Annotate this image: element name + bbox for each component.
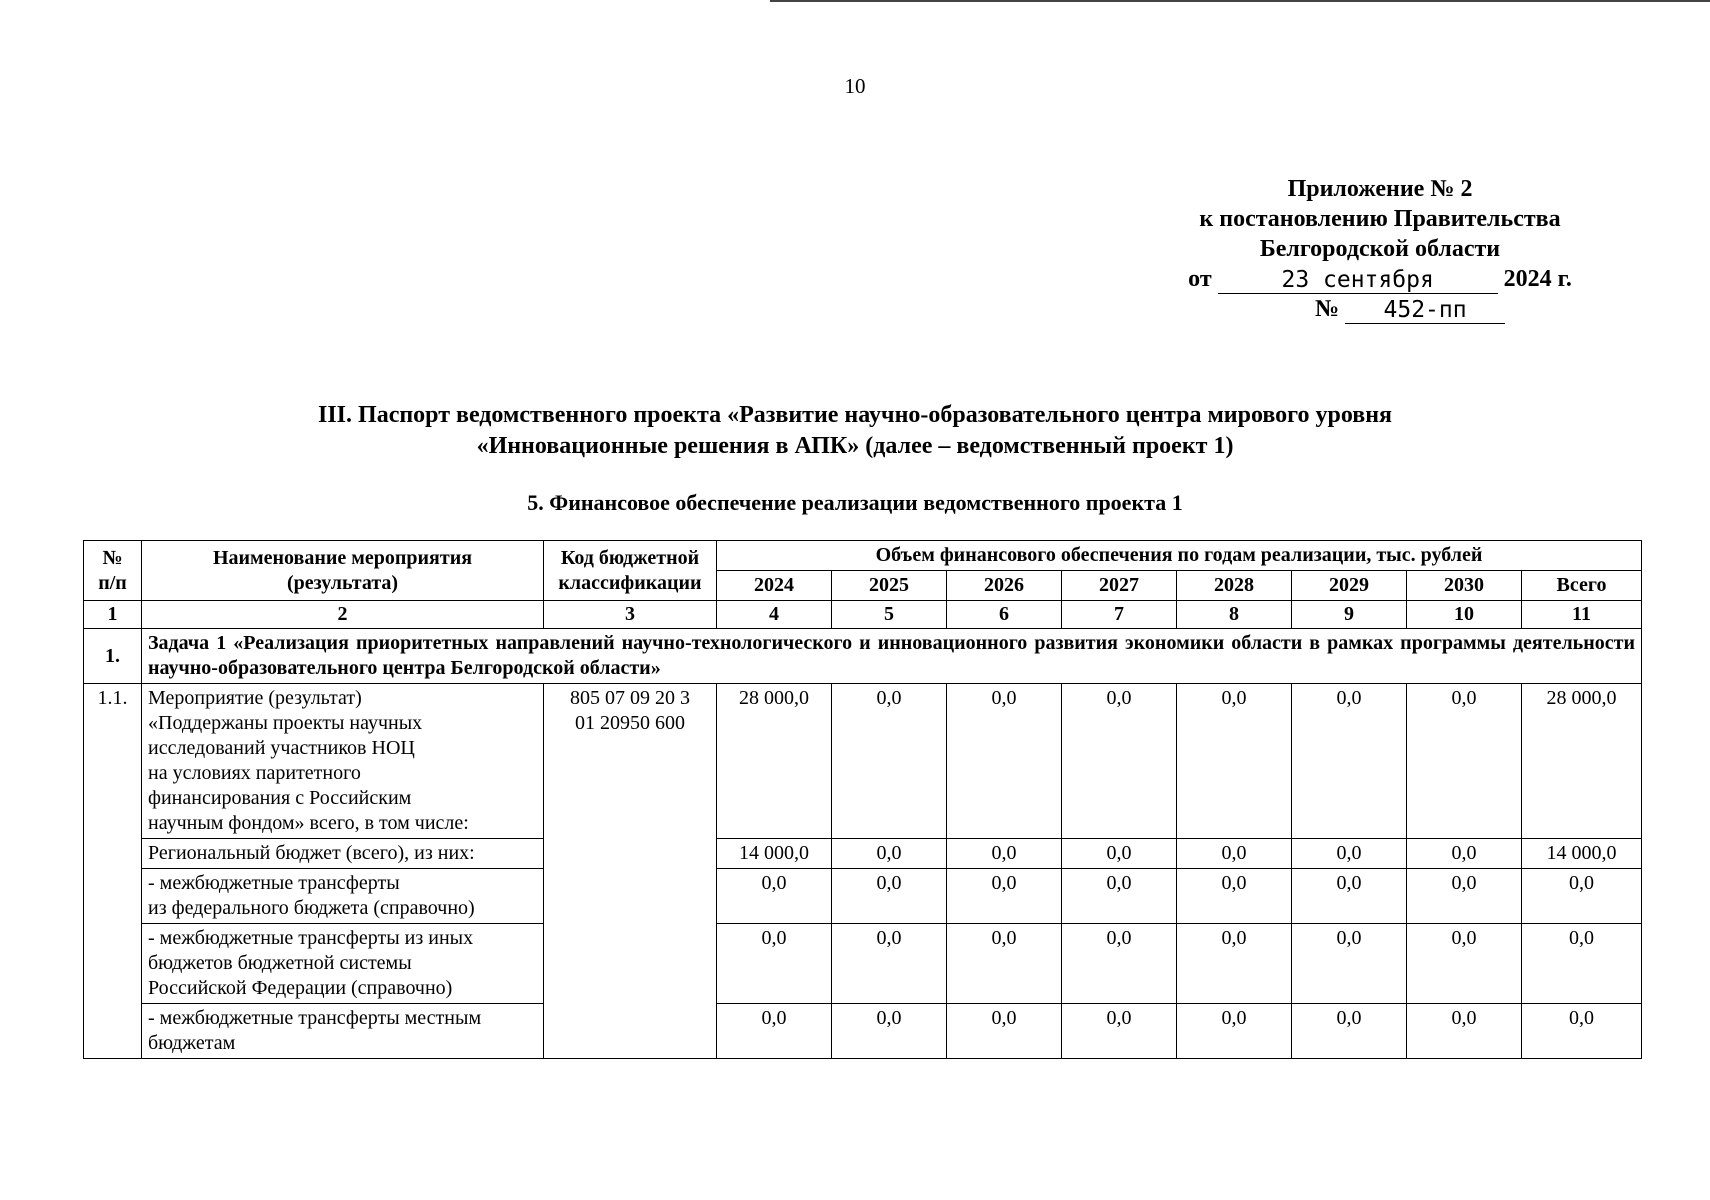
column-index: 11	[1522, 601, 1642, 629]
value-cell: 0,0	[947, 869, 1062, 924]
value-cell: 0,0	[1177, 869, 1292, 924]
value-cell: 0,0	[1407, 869, 1522, 924]
value-cell: 0,0	[1062, 1004, 1177, 1059]
page-number: 10	[844, 74, 866, 98]
column-index: 3	[544, 601, 717, 629]
value-cell: 14 000,0	[717, 839, 832, 869]
value-cell: 0,0	[1062, 839, 1177, 869]
title-line-1: III. Паспорт ведомственного проекта «Развитие научно-образовательного центра мирового уровня	[318, 402, 1392, 428]
column-index-row	[84, 601, 1642, 629]
value-cell: 0,0	[1292, 839, 1407, 869]
value-cell: 0,0	[1522, 924, 1642, 1004]
title-line-2: «Инновационные решения в АПК» (далее – ведомственный проект 1)	[476, 433, 1234, 459]
row-name: - межбюджетные трансферты из федерального бюджета (справочно)	[142, 869, 544, 924]
row-name: - межбюджетные трансферты из иных бюджетов бюджетной системы Российской Федерации (справочно)	[142, 924, 544, 1004]
value-cell: 0,0	[1292, 924, 1407, 1004]
column-index: 4	[717, 601, 832, 629]
value-cell: 0,0	[1062, 684, 1177, 839]
value-cell: 0,0	[832, 1004, 947, 1059]
header-year: 2025	[832, 571, 947, 601]
row-name: Региональный бюджет (всего), из них:	[142, 839, 544, 869]
table-row	[84, 924, 1642, 1004]
value-cell: 0,0	[1292, 1004, 1407, 1059]
value-cell: 0,0	[1062, 924, 1177, 1004]
header-name: Наименование мероприятия (результата)	[142, 541, 544, 601]
top-edge-line	[770, 0, 1710, 2]
task-row	[84, 629, 1642, 684]
number-value: 452-пп	[1345, 297, 1505, 324]
value-cell: 0,0	[1522, 869, 1642, 924]
header-volume: Объем финансового обеспечения по годам реализации, тыс. рублей	[717, 541, 1642, 571]
value-cell: 0,0	[1177, 1004, 1292, 1059]
column-index: 9	[1292, 601, 1407, 629]
column-index: 2	[142, 601, 544, 629]
annex-line3: Белгородской области	[1259, 236, 1501, 262]
section-title	[0, 400, 1710, 462]
header-year: 2026	[947, 571, 1062, 601]
financing-table	[83, 540, 1642, 1059]
task-text: Задача 1 «Реализация приоритетных направлений научно-технологического и инновационного развития экономики области в рамках программы деятельности научно-образовательного центра Белгородской области»	[142, 629, 1642, 684]
column-index: 6	[947, 601, 1062, 629]
annex-block	[1170, 174, 1590, 324]
number-prefix: №	[1314, 296, 1340, 322]
date-suffix: 2024 г.	[1503, 266, 1572, 292]
value-cell: 0,0	[1292, 684, 1407, 839]
date-value: 23 сентября	[1218, 267, 1498, 294]
column-index: 10	[1407, 601, 1522, 629]
table-row	[84, 869, 1642, 924]
value-cell: 0,0	[832, 869, 947, 924]
item-no: 1.1.	[84, 684, 142, 1059]
column-index: 8	[1177, 601, 1292, 629]
value-cell: 0,0	[947, 684, 1062, 839]
table-row	[84, 1004, 1642, 1059]
budget-code: 805 07 09 20 3 01 20950 600	[544, 684, 717, 1059]
row-name: Мероприятие (результат) «Поддержаны проекты научных исследований участников НОЦ на условиях паритетного финансирования с Российским научным фондом» всего, в том числе:	[142, 684, 544, 839]
annex-date-row	[1170, 264, 1590, 294]
value-cell: 0,0	[717, 869, 832, 924]
header-year: 2024	[717, 571, 832, 601]
task-no: 1.	[84, 629, 142, 684]
column-index: 5	[832, 601, 947, 629]
value-cell: 0,0	[1407, 1004, 1522, 1059]
header-year: 2027	[1062, 571, 1177, 601]
value-cell: 0,0	[1407, 684, 1522, 839]
header-no: № п/п	[84, 541, 142, 601]
subsection-title: 5. Финансовое обеспечение реализации ведомственного проекта 1	[527, 490, 1183, 515]
header-year: 2028	[1177, 571, 1292, 601]
value-cell: 0,0	[1522, 1004, 1642, 1059]
value-cell: 0,0	[1177, 684, 1292, 839]
header-year: 2029	[1292, 571, 1407, 601]
value-cell: 0,0	[1177, 839, 1292, 869]
header-code: Код бюджетной классификации	[544, 541, 717, 601]
value-cell: 0,0	[717, 1004, 832, 1059]
annex-line2: к постановлению Правительства	[1199, 206, 1561, 232]
value-cell: 0,0	[1062, 869, 1177, 924]
table-row	[84, 839, 1642, 869]
column-index: 1	[84, 601, 142, 629]
value-cell: 28 000,0	[1522, 684, 1642, 839]
header-year: 2030	[1407, 571, 1522, 601]
annex-title: Приложение № 2	[1287, 176, 1473, 202]
row-name: - межбюджетные трансферты местным бюджетам	[142, 1004, 544, 1059]
value-cell: 14 000,0	[1522, 839, 1642, 869]
table-row	[84, 684, 1642, 839]
header-year: Всего	[1522, 571, 1642, 601]
value-cell: 0,0	[947, 924, 1062, 1004]
value-cell: 0,0	[1407, 839, 1522, 869]
value-cell: 0,0	[1177, 924, 1292, 1004]
value-cell: 0,0	[717, 924, 832, 1004]
value-cell: 0,0	[832, 684, 947, 839]
header-row-1	[84, 541, 1642, 571]
value-cell: 0,0	[832, 839, 947, 869]
column-index: 7	[1062, 601, 1177, 629]
value-cell: 0,0	[832, 924, 947, 1004]
value-cell: 0,0	[947, 839, 1062, 869]
value-cell: 0,0	[1407, 924, 1522, 1004]
annex-number-row	[1230, 294, 1590, 324]
value-cell: 0,0	[947, 1004, 1062, 1059]
date-prefix: от	[1188, 266, 1212, 292]
value-cell: 28 000,0	[717, 684, 832, 839]
value-cell: 0,0	[1292, 869, 1407, 924]
